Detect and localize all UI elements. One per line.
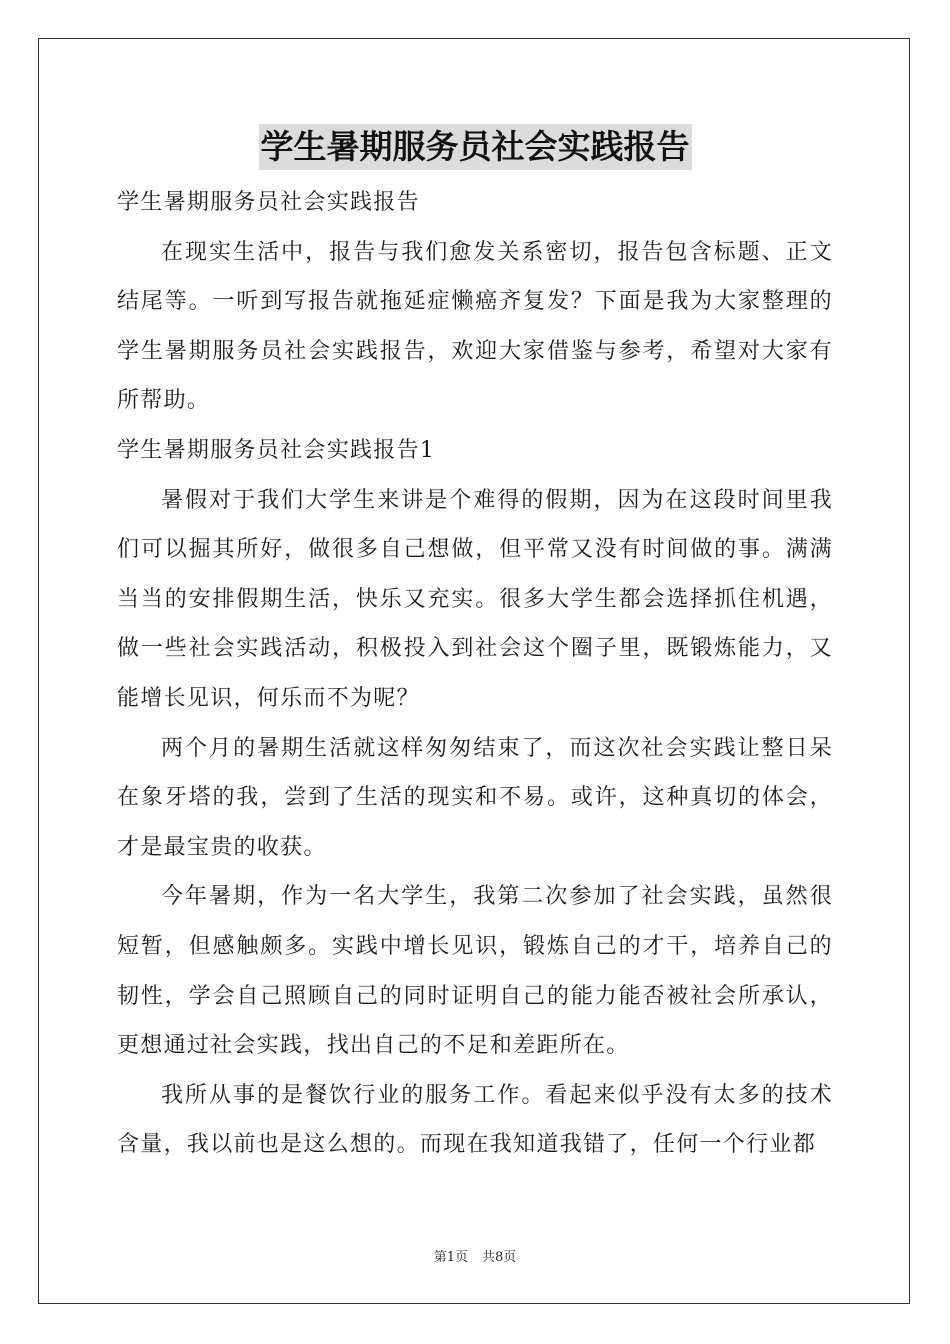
page-number: 第1页 xyxy=(433,1250,468,1265)
paragraph-intro: 在现实生活中，报告与我们愈发关系密切，报告包含标题、正文结尾等。一听到写报告就拖延症懒癌齐复发？下面是我为大家整理的学生暑期服务员社会实践报告，欢迎大家借鉴与参考，希望对大家有所帮助。 xyxy=(117,239,833,414)
paragraph-subtitle: 学生暑期服务员社会实践报告 xyxy=(117,190,420,215)
document-title-text: 学生暑期服务员社会实践报告 xyxy=(259,124,692,170)
paragraph-body: 今年暑期，作为一名大学生，我第二次参加了社会实践，虽然很短暂，但感触颇多。实践中增长见识，锻炼自己的才干，培养自己的韧性，学会自己照顾自己的同时证明自己的能力能否被社会所承认，更想通过社会实践，找出自己的不足和差距所在。 xyxy=(117,884,833,1059)
page-footer xyxy=(0,1246,950,1265)
paragraph-body: 暑假对于我们大学生来讲是个难得的假期，因为在这段时间里我们可以掘其所好，做很多自己想做，但平常又没有时间做的事。满满当当的安排假期生活，快乐又充实。很多大学生都会选择抓住机遇，做一些社会实践活动，积极投入到社会这个圈子里，既锻炼能力，又能增长见识，何乐而不为呢？ xyxy=(117,487,833,711)
paragraph-body: 我所从事的是餐饮行业的服务工作。看起来似乎没有太多的技术含量，我以前也是这么想的。而现在我知道我错了，任何一个行业都 xyxy=(117,1082,833,1158)
document-body xyxy=(117,178,833,1170)
paragraph-section-heading: 学生暑期服务员社会实践报告1 xyxy=(117,437,436,463)
paragraph-body: 两个月的暑期生活就这样匆匆结束了，而这次社会实践让整日呆在象牙塔的我，尝到了生活的现实和不易。或许，这种真切的体会，才是最宝贵的收获。 xyxy=(117,735,833,860)
document-title xyxy=(0,124,950,170)
page-total: 共8页 xyxy=(482,1250,517,1265)
